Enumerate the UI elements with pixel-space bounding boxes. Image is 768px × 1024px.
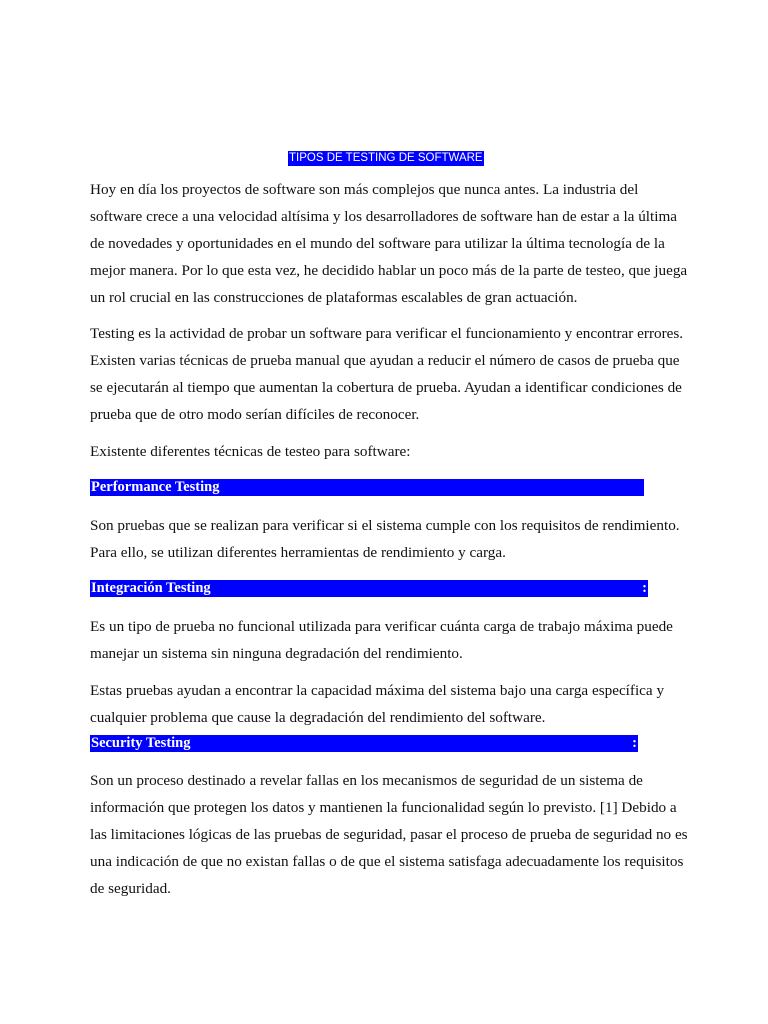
document-title: TIPOS DE TESTING DE SOFTWARE <box>289 152 483 164</box>
definition-paragraph: Testing es la actividad de probar un software para verificar el funcionamiento y encontrar errores. Existen varias técnicas de prueba manual que ayudan a reducir el número de casos de prueba que se ejecutarán al tiempo que aumentan la cobertura de prueba. Ayudan a identificar condiciones de prueba que de otro modo serían difíciles de reconocer. <box>90 325 684 423</box>
performance-paragraph: Son pruebas que se realizan para verificar si el sistema cumple con los requisitos de rendimiento. Para ello, se utilizan diferentes herramientas de rendimiento y carga. <box>90 517 680 561</box>
security-paragraph: Son un proceso destinado a revelar fallas en los mecanismos de seguridad de un sistema de información que protegen los datos y mantienen la funcionalidad según lo previsto. [1] Debido a las limitaciones lógicas de las pruebas de seguridad, pasar el proceso de prueba de seguridad no es una indicación de que no existan fallas o de que el sistema satisfaga adecuadamente los requisitos de seguridad. <box>90 772 688 897</box>
section-heading-colon: : <box>632 735 637 751</box>
section-heading-label: Security Testing <box>91 735 191 751</box>
section-heading-performance <box>90 479 644 496</box>
techniques-intro: Existente diferentes técnicas de testeo para software: <box>90 443 411 460</box>
section-heading-colon: : <box>642 580 647 596</box>
section-heading-label: Performance Testing <box>91 479 220 495</box>
section-heading-integracion <box>90 580 648 597</box>
integracion-paragraph-1: Es un tipo de prueba no funcional utilizada para verificar cuánta carga de trabajo máxima puede manejar un sistema sin ninguna degradación del rendimiento. <box>90 618 673 662</box>
integracion-paragraph-2: Estas pruebas ayudan a encontrar la capacidad máxima del sistema bajo una carga específica y cualquier problema que cause la degradación del rendimiento del software. <box>90 682 665 726</box>
intro-paragraph: Hoy en día los proyectos de software son más complejos que nunca antes. La industria del software crece a una velocidad altísima y los desarrolladores de software han de estar a la última de novedades y oportunidades en el mundo del software para utilizar la última tecnología de la mejor manera. Por lo que esta vez, he decidido hablar un poco más de la parte de testeo, que juega un rol crucial en las construcciones de plataformas escalables de gran actuación. <box>90 181 688 306</box>
section-heading-label: Integración Testing <box>91 580 211 596</box>
section-heading-security <box>90 735 638 752</box>
